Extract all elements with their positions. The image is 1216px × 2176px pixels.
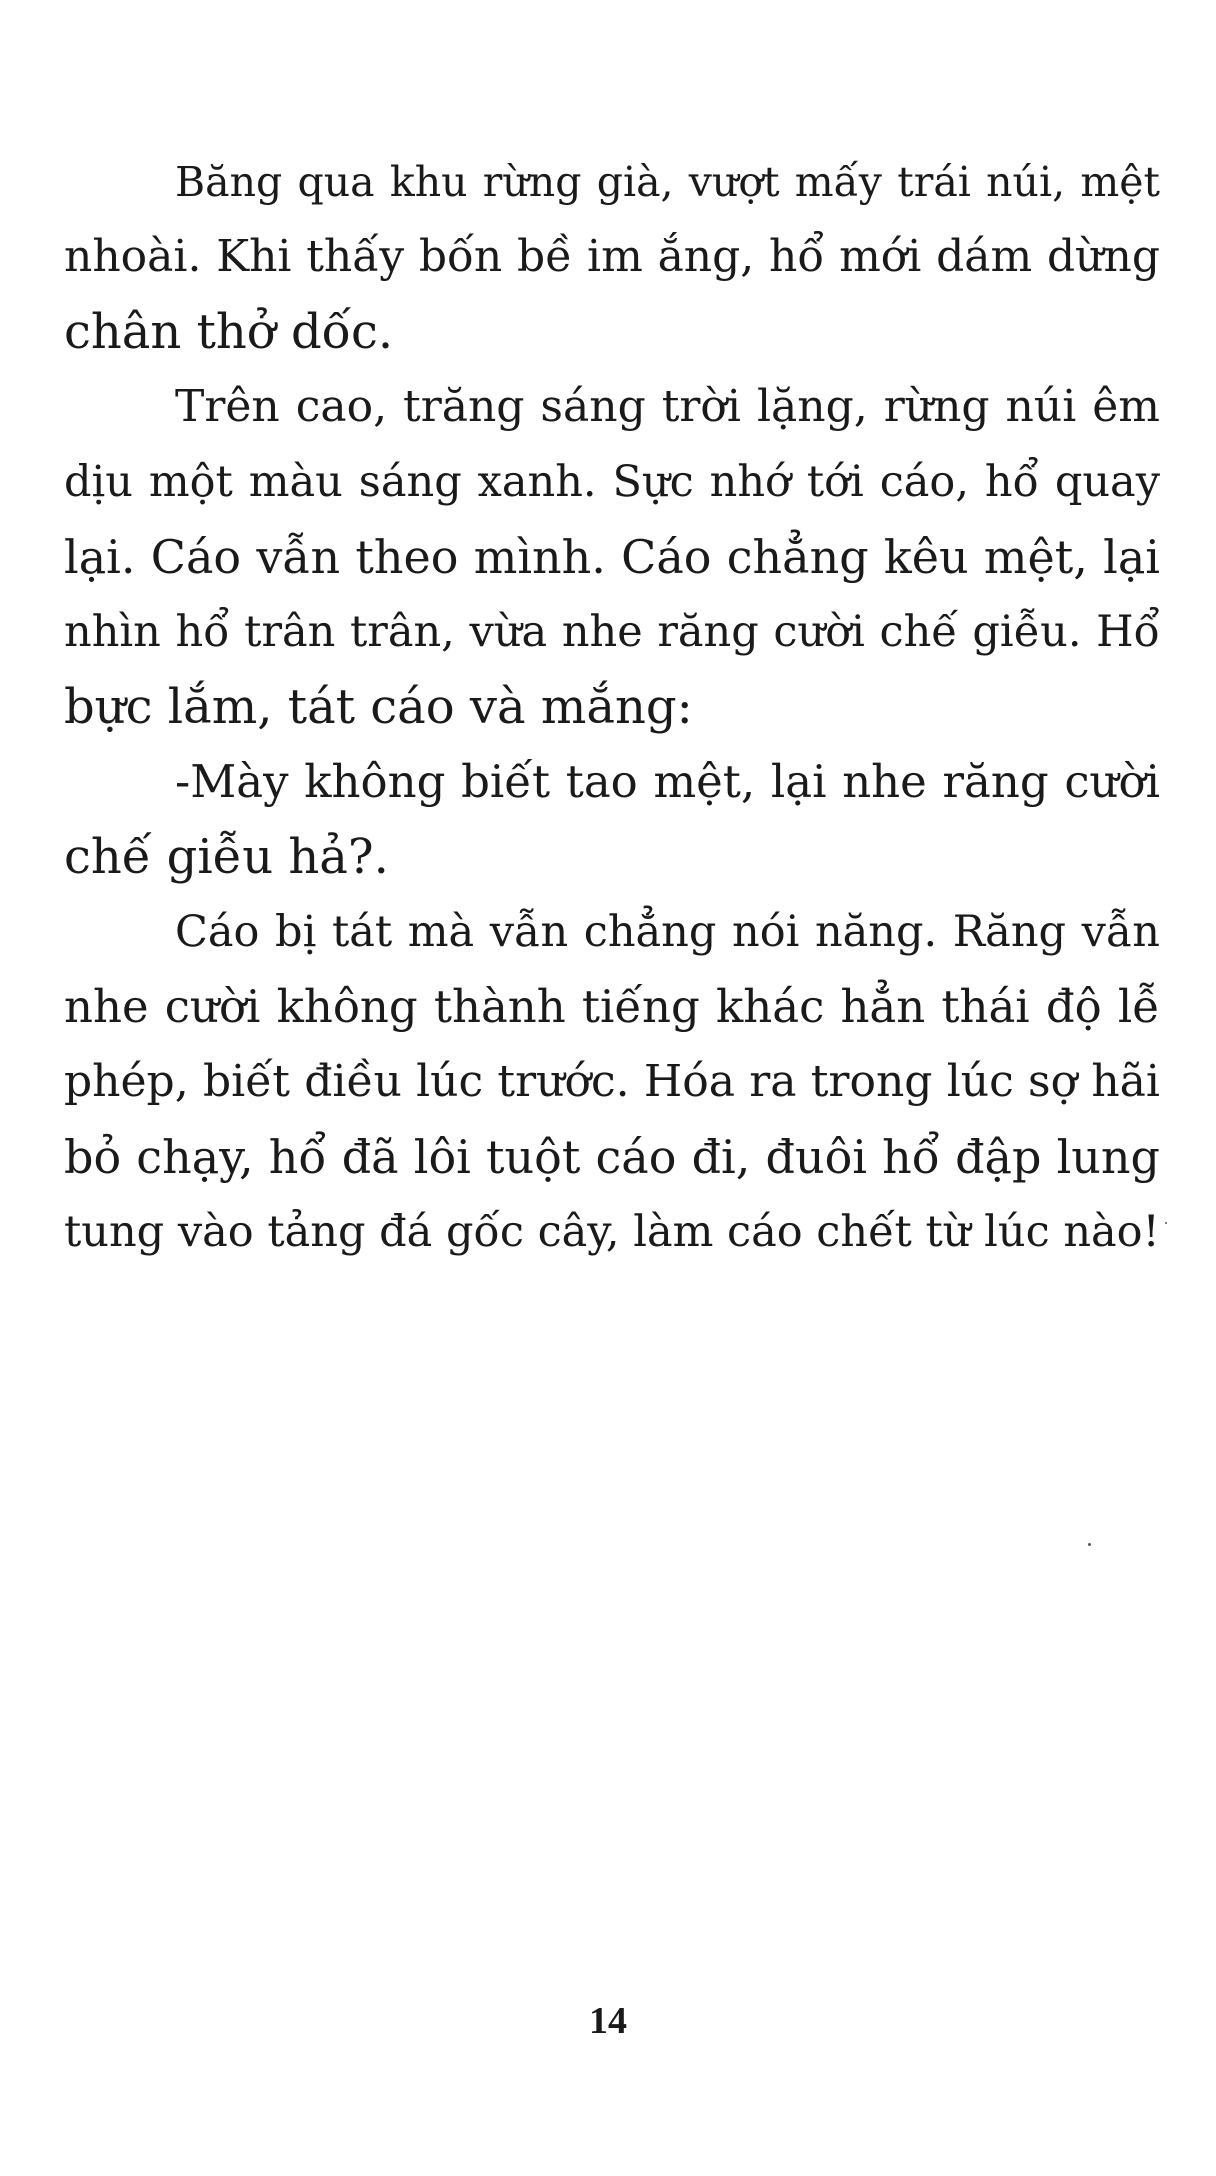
text-line: nhoài. Khi thấy bốn bề im ắng, hổ mới dám dừng [64, 231, 1160, 282]
text-line: bực lắm, tát cáo và mắng: [64, 679, 693, 735]
text-line: chân thở dốc. [64, 304, 394, 360]
text-line: nhìn hổ trân trân, vừa nhe răng cười chế giễu. Hổ [64, 607, 1160, 657]
text-line: lại. Cáo vẫn theo mình. Cáo chẳng kêu mệt, lại [64, 530, 1160, 584]
text-line: Trên cao, trăng sáng trời lặng, rừng núi êm [175, 381, 1160, 432]
text-line: Băng qua khu rừng già, vượt mấy trái núi, mệt [175, 158, 1160, 206]
print-speck [1088, 1543, 1091, 1546]
print-speck [1165, 1222, 1167, 1224]
text-line: phép, biết điều lúc trước. Hóa ra trong lúc sợ hãi [64, 1056, 1160, 1107]
text-line: dịu một màu sáng xanh. Sực nhớ tới cáo, hổ quay [64, 457, 1160, 507]
text-line: nhe cười không thành tiếng khác hẳn thái độ lễ [64, 980, 1160, 1033]
text-line: bỏ chạy, hổ đã lôi tuột cáo đi, đuôi hổ đập lung [64, 1130, 1160, 1184]
text-line: chế giễu hả?. [64, 829, 389, 885]
text-line: Cáo bị tát mà vẫn chẳng nói năng. Răng vẫn [175, 907, 1160, 957]
text-line: -Mày không biết tao mệt, lại nhe răng cười [175, 755, 1160, 808]
page-number: 14 [589, 2000, 627, 2042]
text-line: tung vào tảng đá gốc cây, làm cáo chết từ lúc nào! [64, 1207, 1160, 1257]
